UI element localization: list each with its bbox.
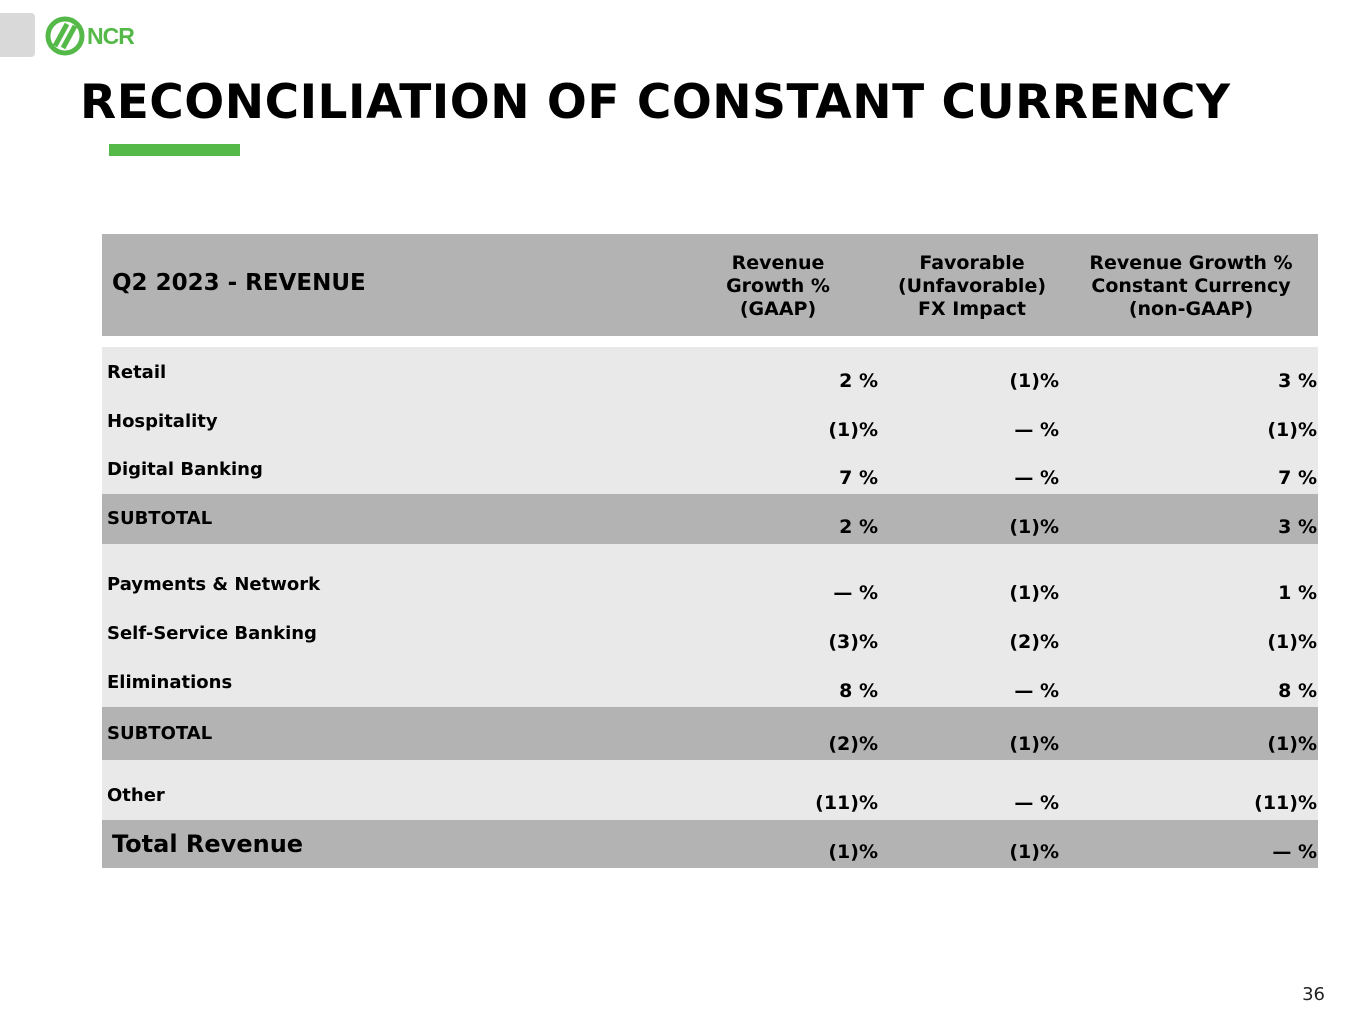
band-subtotal-1 <box>102 494 1318 544</box>
column-header-constant-currency <box>1072 252 1310 321</box>
cell-retail-fx: (1)% <box>1009 370 1059 392</box>
row-label-eliminations: Eliminations <box>107 672 233 693</box>
row-label-subtotal-2: SUBTOTAL <box>107 723 213 744</box>
cell-hospitality-gaap: (1)% <box>828 419 878 441</box>
cell-subtotal-2-fx: (1)% <box>1009 733 1059 755</box>
cell-digital-banking-gaap: 7 % <box>839 467 878 489</box>
column-header-line: (GAAP) <box>739 298 817 320</box>
cell-other-cc: (11)% <box>1254 792 1317 814</box>
cell-self-service-banking-cc: (1)% <box>1267 631 1317 653</box>
column-header-line: Revenue <box>731 252 825 274</box>
cell-hospitality-fx: — % <box>1014 419 1059 441</box>
cell-retail-gaap: 2 % <box>839 370 878 392</box>
band-other <box>102 760 1318 820</box>
row-label-other: Other <box>107 785 165 806</box>
corner-tab <box>0 13 35 57</box>
cell-retail-cc: 3 % <box>1278 370 1317 392</box>
column-header-line: Revenue Growth % <box>1089 252 1293 274</box>
column-header-line: FX Impact <box>918 298 1026 320</box>
column-header-line: Growth % <box>726 275 830 297</box>
row-label-payments-network: Payments & Network <box>107 574 321 595</box>
column-header-fx <box>882 252 1062 321</box>
cell-other-gaap: (11)% <box>815 792 878 814</box>
cell-digital-banking-fx: — % <box>1014 467 1059 489</box>
cell-subtotal-2-cc: (1)% <box>1267 733 1317 755</box>
cell-eliminations-gaap: 8 % <box>839 680 878 702</box>
cell-total-revenue-cc: — % <box>1272 841 1317 863</box>
row-label-subtotal-1: SUBTOTAL <box>107 508 213 529</box>
band-subtotal-2 <box>102 707 1318 760</box>
column-header-gaap <box>692 252 864 321</box>
column-header-line: (Unfavorable) <box>897 275 1047 297</box>
cell-eliminations-fx: — % <box>1014 680 1059 702</box>
cell-other-fx: — % <box>1014 792 1059 814</box>
column-header-line: Constant Currency <box>1091 275 1291 297</box>
cell-self-service-banking-fx: (2)% <box>1009 631 1059 653</box>
row-label-retail: Retail <box>107 362 167 383</box>
page-title: RECONCILIATION OF CONSTANT CURRENCY <box>80 75 1231 130</box>
row-label-self-service-banking: Self-Service Banking <box>107 623 317 644</box>
cell-payments-network-cc: 1 % <box>1278 582 1317 604</box>
cell-subtotal-1-fx: (1)% <box>1009 516 1059 538</box>
title-underline <box>109 144 240 156</box>
cell-self-service-banking-gaap: (3)% <box>828 631 878 653</box>
ncr-logo <box>45 16 134 56</box>
cell-subtotal-1-gaap: 2 % <box>839 516 878 538</box>
column-header-line: Favorable <box>919 252 1025 274</box>
row-label-total-revenue: Total Revenue <box>112 830 304 858</box>
cell-total-revenue-gaap: (1)% <box>828 841 878 863</box>
row-label-hospitality: Hospitality <box>107 411 218 432</box>
page-number: 36 <box>1302 984 1325 1005</box>
cell-payments-network-gaap: — % <box>833 582 878 604</box>
cell-hospitality-cc: (1)% <box>1267 419 1317 441</box>
cell-eliminations-cc: 8 % <box>1278 680 1317 702</box>
row-label-digital-banking: Digital Banking <box>107 459 263 480</box>
ncr-logo-icon <box>45 16 85 56</box>
band-group-1 <box>102 347 1318 494</box>
cell-digital-banking-cc: 7 % <box>1278 467 1317 489</box>
table-header <box>102 234 1318 336</box>
logo-text: NCR <box>87 22 134 49</box>
column-header-line: (non-GAAP) <box>1128 298 1254 320</box>
cell-payments-network-fx: (1)% <box>1009 582 1059 604</box>
cell-subtotal-2-gaap: (2)% <box>828 733 878 755</box>
cell-total-revenue-fx: (1)% <box>1009 841 1059 863</box>
cell-subtotal-1-cc: 3 % <box>1278 516 1317 538</box>
table-header-title: Q2 2023 - REVENUE <box>112 270 366 296</box>
